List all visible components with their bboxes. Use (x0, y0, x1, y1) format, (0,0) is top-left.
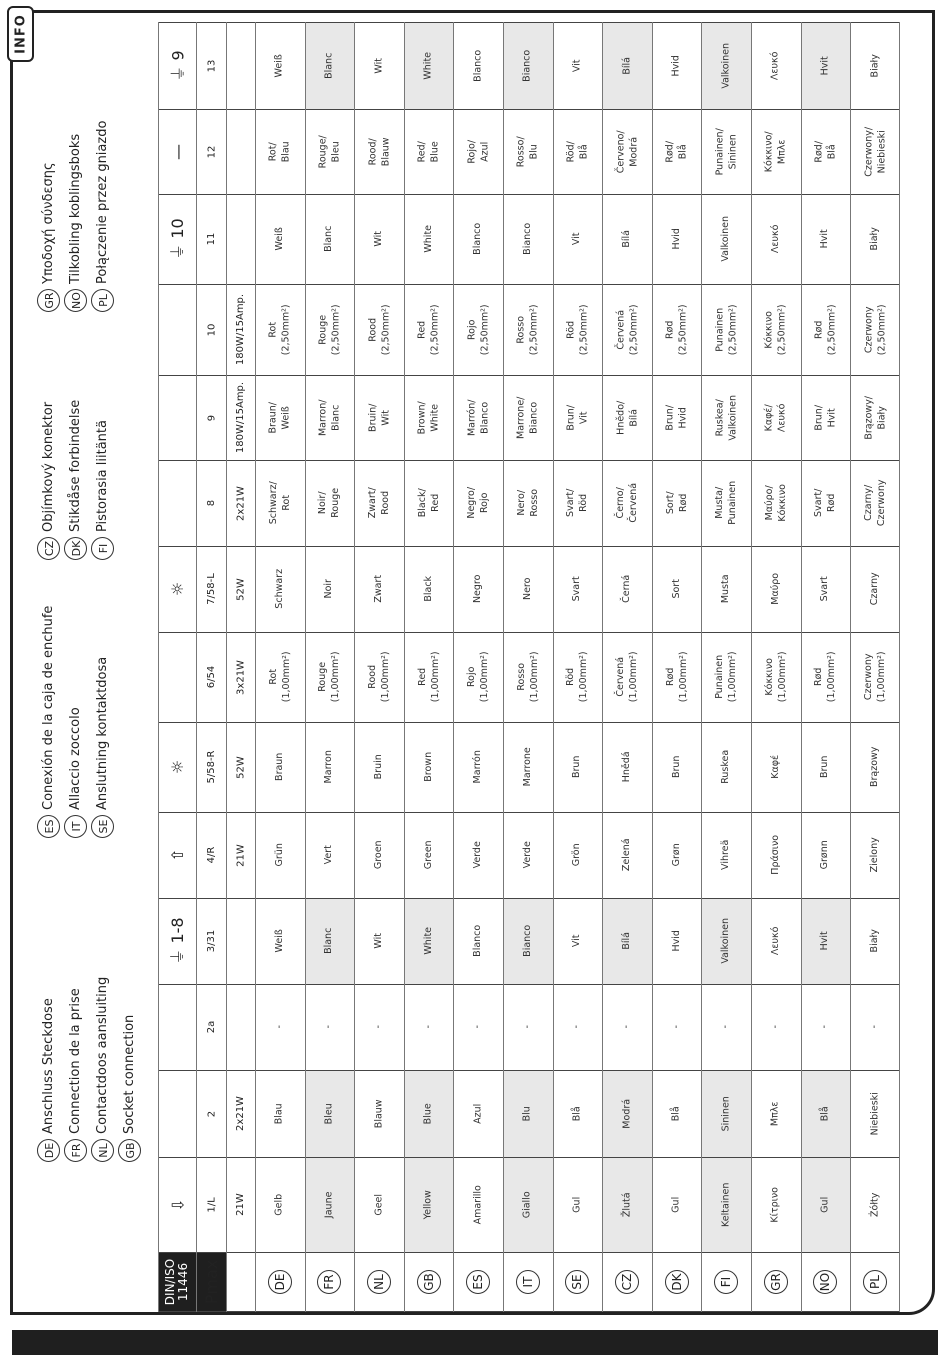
country-code-badge: FR (64, 1139, 87, 1162)
color-cell: - (472, 1025, 484, 1029)
country-code-badge: GR (764, 1270, 788, 1294)
country-code-badge: FI (714, 1270, 738, 1294)
color-cell: Bílá (621, 230, 633, 248)
color-cell: Wit (373, 231, 385, 247)
color-cell: Rosso (2,50mm²) (515, 304, 540, 355)
color-cell: Zielony (869, 837, 881, 873)
color-cell: Punainen/ Sininen (714, 127, 739, 176)
color-cell: White (423, 927, 435, 955)
pin-label: 13 (205, 59, 217, 72)
country-code-badge: NO (64, 289, 87, 312)
column-symbol: ☼ (167, 759, 187, 775)
color-cell: Punainen (2,50mm²) (714, 304, 739, 355)
color-cell: Blanco (472, 222, 484, 256)
color-cell: Marron/ Blanc (317, 399, 342, 436)
legend-item-cz (35, 402, 61, 560)
color-cell: Punainen (1,00mm²) (714, 651, 739, 703)
color-cell: Svart (819, 576, 831, 602)
pmax-value: 21W (235, 843, 246, 867)
color-cell: Nero/ Rosso (515, 489, 540, 517)
color-cell: Κόκκινο (2,50mm²) (763, 304, 788, 355)
color-cell: White (423, 51, 435, 80)
color-cell: Hvid (671, 228, 683, 250)
color-cell: Červeno/ Modrá (615, 130, 639, 173)
color-cell: Żółty (869, 1192, 881, 1217)
color-cell: Röd (1,00mm²) (565, 651, 590, 703)
color-cell: Röd (2,50mm²) (565, 304, 590, 355)
color-cell: Brązowy/ Biały (863, 395, 887, 440)
color-cell: Rød/ Blå (813, 140, 838, 163)
color-cell: Noir (323, 579, 335, 599)
pmax-value (226, 898, 255, 984)
color-cell: Hvid (671, 930, 683, 952)
color-cell: Jaune (323, 1191, 335, 1218)
color-cell: Bianco (522, 924, 534, 958)
color-cell: Biały (869, 227, 881, 251)
color-cell: - (423, 1025, 435, 1029)
color-cell: Sort (671, 579, 683, 599)
country-code-badge: IT (64, 815, 87, 838)
row-code-cell (354, 1252, 404, 1312)
pmax-value (226, 194, 255, 284)
color-cell: Marrón (472, 750, 484, 784)
column-symbol (158, 284, 196, 375)
color-cell: Groen (373, 840, 385, 870)
color-cell: Κόκκινο (1,00mm²) (763, 651, 788, 703)
country-code-badge: NO (813, 1270, 837, 1294)
column-symbol: ⇧ (167, 848, 187, 862)
color-cell: Καφέ (770, 755, 782, 779)
color-cell: Giallo (522, 1191, 534, 1218)
color-cell: Rojo (2,50mm²) (466, 304, 491, 355)
color-cell: Valkoinen (720, 42, 732, 89)
color-cell: Blanco (472, 924, 484, 958)
pmax-value: 180W/15Amp. (235, 381, 246, 454)
column-symbol (158, 375, 196, 460)
color-cell: Černá (621, 574, 633, 604)
color-cell: - (571, 1025, 583, 1029)
pin-label: 5/58-R (205, 750, 217, 784)
color-cell: Rouge (1,00mm²) (317, 651, 342, 703)
country-code-badge: NL (367, 1270, 391, 1294)
legend-text: Tilkobling koblingsboks (67, 133, 83, 284)
row-code-cell (801, 1252, 851, 1312)
legend-item-se (89, 657, 115, 838)
column-symbol: — (167, 143, 187, 160)
color-cell: Red/ Blue (416, 140, 441, 163)
color-cell: Bianco (522, 49, 534, 82)
pmax-value (226, 984, 255, 1070)
column-symbol (158, 460, 196, 546)
legend-item-pl (89, 121, 115, 312)
country-code-badge: CZ (615, 1270, 639, 1294)
footer-bar (12, 1330, 938, 1355)
row-code-cell (453, 1252, 503, 1312)
color-cell: Bílá (621, 932, 633, 950)
color-cell: Niebieski (869, 1091, 881, 1136)
row-code-cell (652, 1252, 702, 1312)
legend-item-dk (62, 400, 88, 560)
color-cell: Biały (869, 929, 881, 953)
column-symbol (158, 1070, 196, 1157)
color-cell: Green (423, 840, 435, 870)
color-cell: Modrá (621, 1098, 633, 1129)
color-cell: Πράσινο (770, 835, 782, 875)
color-cell: Vit (571, 59, 583, 72)
color-cell: Gul (571, 1196, 583, 1213)
country-code-badge: PL (863, 1270, 887, 1294)
color-cell: Λευκό (770, 224, 782, 254)
color-cell: Brown (423, 752, 435, 782)
legend-text: Pistorasia liitäntä (94, 420, 110, 532)
color-cell: Κίτρινο (770, 1186, 782, 1223)
row-code-cell (503, 1252, 553, 1312)
color-cell: Červená (2,50mm²) (615, 304, 639, 355)
color-cell: Zelená (621, 838, 633, 872)
color-cell: Schwarz (274, 569, 286, 609)
country-code-badge: CZ (37, 537, 60, 560)
color-cell: Röd/ Blå (565, 140, 590, 163)
color-cell: Red (2,50mm²) (416, 304, 441, 355)
color-cell: Grønn (819, 840, 831, 870)
color-cell: - (770, 1025, 782, 1029)
legend-text: Anschluss Steckdose (40, 998, 56, 1134)
country-code-badge: DK (665, 1270, 689, 1294)
color-cell: Marrone/ Bianco (515, 396, 540, 439)
pmax-value (226, 22, 255, 109)
legend-text: Contactdoos aansluiting (94, 976, 110, 1134)
legend-item-no (62, 134, 88, 312)
legend-item-it (62, 707, 88, 838)
color-cell: Rouge (2,50mm²) (317, 304, 342, 355)
country-code-badge: PL (91, 289, 114, 312)
color-cell: Vihreä (720, 839, 732, 871)
color-cell: Svart/ Rød (813, 488, 838, 518)
legend-item-fi (89, 420, 115, 560)
color-cell: - (522, 1025, 534, 1029)
color-cell: Zwart (373, 575, 385, 603)
color-cell: Verde (472, 841, 484, 869)
country-code-badge: DK (64, 537, 87, 560)
color-cell: Μαύρο (770, 573, 782, 605)
legend-item-fr (62, 988, 88, 1162)
color-cell: Hnědá (621, 751, 633, 783)
color-cell: Rosso (1,00mm²) (515, 651, 540, 703)
color-cell: Černo/ Červená (615, 483, 639, 523)
color-cell: Zwart/ Rood (367, 487, 391, 519)
color-cell: Marrón/ Blanco (466, 399, 491, 436)
color-cell: Rød (1,00mm²) (813, 651, 838, 703)
color-cell: Brun (571, 755, 583, 779)
color-cell: Wit (373, 57, 385, 74)
legend-text: Connection de la prise (67, 988, 83, 1134)
pmax-value: 180W/15Amp. (235, 293, 246, 366)
color-cell: Rød (2,50mm²) (813, 304, 838, 355)
pin-label: 1/L (205, 1196, 217, 1213)
color-cell: Rød/ Blå (664, 140, 689, 163)
color-cell: Blau (274, 1102, 286, 1124)
color-cell: Brun/ Hvit (813, 404, 838, 431)
color-cell: Bruin/ Wit (367, 403, 391, 432)
color-cell: Gelb (274, 1193, 286, 1216)
column-symbol: ⏚ 9 (167, 49, 187, 82)
iso-label: DIN/ISO 11446 (163, 1258, 190, 1306)
color-cell: Rouge/ Bleu (317, 134, 342, 169)
pmax-value: 2x21W (235, 1096, 246, 1131)
color-cell: Bianco (522, 222, 534, 256)
color-cell: Amarillo (472, 1184, 484, 1225)
legend-item-es (35, 606, 61, 838)
color-cell: Czerwony/ Niebieski (863, 126, 887, 177)
info-tag (7, 6, 34, 62)
pin-label: 2 (205, 1110, 217, 1117)
row-code-cell (751, 1252, 801, 1312)
color-cell: Weiß (274, 227, 286, 251)
row-code-cell (850, 1252, 900, 1312)
country-code-badge: DE (37, 1139, 60, 1162)
color-cell: Blanc (323, 225, 335, 253)
pin-label: 12 (205, 145, 217, 158)
row-code-cell (701, 1252, 751, 1312)
color-cell: Rood/ Blauw (367, 137, 391, 166)
color-cell: Grøn (671, 843, 683, 867)
color-cell: Blå (671, 1106, 683, 1121)
color-cell: Brązowy (869, 746, 881, 788)
row-code-cell (553, 1252, 603, 1312)
legend-item-gb (116, 1015, 142, 1162)
color-cell: - (373, 1025, 385, 1029)
country-code-badge: GB (417, 1270, 441, 1294)
row-code-cell (305, 1252, 355, 1312)
color-cell: Rot (1,00mm²) (267, 651, 292, 703)
color-cell: - (621, 1025, 633, 1029)
color-cell: Braun (274, 752, 286, 782)
country-code-badge: DE (268, 1270, 292, 1294)
color-cell: Gul (671, 1196, 683, 1213)
color-cell: Μαύρο/ Κόκκινο (763, 484, 788, 522)
color-cell: - (323, 1025, 335, 1029)
legend-item-de (35, 998, 61, 1162)
country-code-badge: GB (118, 1139, 141, 1162)
color-cell: Κόκκινο/ Μπλε (763, 131, 788, 172)
color-cell: Blue (423, 1102, 435, 1124)
pmax-value: 52W (235, 755, 246, 779)
color-cell: Grön (571, 843, 583, 867)
color-cell: Verde (522, 841, 534, 869)
color-cell: Blanc (323, 52, 335, 79)
color-cell: Žlutá (621, 1192, 633, 1217)
legend-item-gr (35, 162, 61, 312)
color-cell: Rot (2,50mm²) (267, 304, 292, 355)
pin-label: 11 (205, 232, 217, 246)
row-code-cell (602, 1252, 652, 1312)
color-cell: Rot/ Blau (267, 140, 292, 162)
column-symbol: ⇩ (167, 1197, 187, 1212)
color-cell: Musta (720, 574, 732, 604)
color-cell: Svart (571, 576, 583, 602)
legend-text: Socket connection (121, 1014, 137, 1134)
color-cell: Weiß (274, 929, 286, 953)
color-cell: Rosso/ Blu (515, 136, 540, 167)
column-symbol (158, 984, 196, 1070)
pin-label: 10 (205, 323, 217, 336)
color-cell: Blu (522, 1105, 534, 1122)
color-cell: Hnědo/ Bílá (615, 400, 639, 435)
color-cell: Gul (819, 1196, 831, 1213)
color-cell: Hvit (819, 55, 831, 76)
color-cell: Czerwony (1,00mm²) (863, 651, 887, 703)
info-label: INFO (13, 14, 28, 54)
color-cell: Blanc (323, 927, 335, 955)
pmax-value: 21W (235, 1193, 246, 1216)
color-cell: Rojo (1,00mm²) (466, 651, 491, 703)
country-code-badge: ES (466, 1270, 490, 1294)
color-cell: Czarny (869, 572, 881, 606)
column-symbol: ☼ (167, 581, 187, 597)
color-cell: Geel (373, 1193, 385, 1216)
color-cell: Black (423, 576, 435, 602)
legend-item-nl (89, 977, 115, 1162)
color-cell: Keltainen (720, 1182, 732, 1227)
pmax-value: 52W (235, 577, 246, 601)
color-cell: Blanco (472, 49, 484, 82)
color-cell: Schwarz/ Rot (267, 481, 292, 525)
color-cell: Negro/ Rojo (466, 487, 491, 519)
color-cell: Weiß (274, 53, 286, 78)
pin-label: 9 (205, 414, 217, 421)
color-cell: Rood (2,50mm²) (367, 304, 391, 355)
color-cell: Brown/ White (416, 400, 441, 434)
color-cell: - (671, 1025, 683, 1029)
color-cell: Valkoinen (720, 216, 732, 262)
color-cell: - (274, 1025, 286, 1029)
color-cell: Marron (323, 750, 335, 784)
color-cell: Λευκό (770, 51, 782, 80)
color-cell: Μπλε (770, 1101, 782, 1126)
legend-text: Conexión de la caja de enchufe (40, 605, 56, 810)
color-cell: Ruskea (720, 750, 732, 784)
pin-label: 3/31 (205, 929, 217, 953)
color-cell: Brun/ Hvid (664, 404, 689, 431)
legend-text: Anslutning kontaktdosa (94, 656, 110, 810)
color-cell: Bleu (323, 1102, 335, 1124)
color-cell: Azul (472, 1103, 484, 1124)
color-cell: Vert (323, 845, 335, 865)
legend-text: Objímkový konektor (40, 401, 56, 532)
color-cell: Svart/ Röd (565, 488, 590, 518)
country-code-badge: FI (91, 537, 114, 560)
column-symbol: ⏚ 1-8 (167, 917, 187, 965)
column-symbol (158, 632, 196, 722)
country-code-badge: SE (91, 815, 114, 838)
country-code-badge: FR (317, 1270, 341, 1294)
color-cell: Nero (522, 577, 534, 601)
color-cell: Červená (1,00mm²) (615, 651, 639, 703)
color-cell: Blå (819, 1106, 831, 1121)
color-cell: Czarny/ Czerwony (863, 479, 887, 527)
pin-label: 8 (205, 499, 217, 507)
pin-label: 6/54 (205, 665, 217, 689)
color-cell: Rød (2,50mm²) (664, 304, 689, 355)
color-cell: Sort/ Rød (664, 491, 689, 515)
color-cell: Musta/ Punainen (714, 481, 739, 525)
pmax-value: 2x21W (235, 485, 246, 521)
country-code-badge: NL (91, 1139, 114, 1162)
color-cell: Valkoinen (720, 918, 732, 964)
color-cell: Biały (869, 53, 881, 78)
color-cell: Ruskea/ Valkoinen (714, 394, 739, 441)
color-cell: - (720, 1025, 732, 1029)
color-cell: Grün (274, 843, 286, 867)
color-cell: Καφέ/ Λευκό (763, 403, 788, 432)
color-cell: - (869, 1025, 881, 1029)
pin-label: 4/R (205, 846, 217, 864)
color-cell: Hvid (671, 54, 683, 77)
pmax-value (226, 109, 255, 194)
color-cell: Vit (571, 934, 583, 948)
color-cell: Rojo/ Azul (466, 139, 491, 164)
color-cell: Rød (1,00mm²) (664, 651, 689, 703)
legend-text: Allaccio zoccolo (67, 707, 83, 810)
color-cell: Wit (373, 933, 385, 949)
color-cell: Czerwony (2,50mm²) (863, 304, 887, 355)
color-cell: Hvit (819, 931, 831, 951)
country-code-badge: IT (516, 1270, 540, 1294)
color-cell: Sininen (720, 1095, 732, 1132)
color-cell: Bruin (373, 754, 385, 780)
color-cell: Λευκό (770, 926, 782, 956)
row-code-cell (255, 1252, 305, 1312)
color-cell: Marrone (522, 747, 534, 787)
column-symbol: ⏚ 10 (167, 218, 187, 260)
color-cell: Braun/ Weiß (267, 401, 292, 434)
pin-label: 7/58-L (205, 573, 217, 605)
color-cell: White (423, 225, 435, 253)
country-code-badge: SE (565, 1270, 589, 1294)
pin-label: 2a (205, 1020, 217, 1034)
wiring-table (158, 22, 900, 1312)
color-cell: Vit (571, 232, 583, 246)
row-code-cell (404, 1252, 454, 1312)
color-cell: Noir/ Rouge (317, 488, 342, 518)
color-cell: Brun/ Vit (565, 404, 590, 431)
country-code-badge: ES (37, 815, 60, 838)
color-cell: Bílá (621, 56, 633, 75)
pmax-label: Pmax (201, 1259, 221, 1305)
color-cell: - (819, 1025, 831, 1029)
legend-text: Υποδοχή σύνδεσης (40, 162, 56, 284)
color-cell: Brun (819, 755, 831, 779)
legend-text: Stikdåse forbindelse (67, 399, 83, 532)
color-cell: Yellow (423, 1189, 435, 1220)
color-cell: Black/ Red (416, 488, 441, 518)
country-code-badge: GR (37, 289, 60, 312)
color-cell: Red (1,00mm²) (416, 651, 441, 703)
legend-text: Połączenie przez gniazdo (94, 120, 110, 284)
pmax-value: 3x21W (235, 659, 246, 695)
color-cell: Blauw (373, 1099, 385, 1128)
color-cell: Negro (472, 574, 484, 604)
color-cell: Brun (671, 755, 683, 779)
color-cell: Hvit (819, 229, 831, 249)
color-cell: Blå (571, 1106, 583, 1121)
color-cell: Rood (1,00mm²) (367, 651, 391, 703)
